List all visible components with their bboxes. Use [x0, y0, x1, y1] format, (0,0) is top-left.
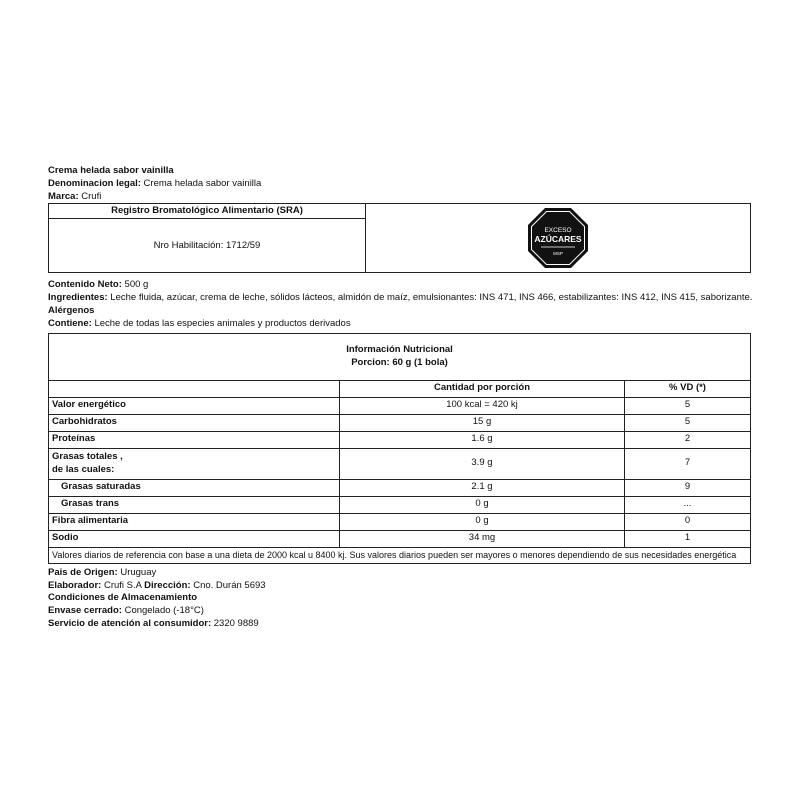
nutrient-name: Grasas trans [49, 496, 340, 513]
product-name: Crema helada sabor vainilla [48, 165, 174, 176]
legal-name-label: Denominacion legal: [48, 177, 141, 189]
maker-label: Elaborador: [48, 579, 102, 591]
storage-line [48, 605, 752, 618]
table-row [49, 448, 751, 479]
label-sheet [48, 165, 752, 631]
nutrient-amount: 0 g [340, 513, 625, 530]
nutrition-col-vd: % VD (*) [625, 380, 751, 397]
nutrient-name: Grasas saturadas [49, 479, 340, 496]
nutrition-title-cell [49, 333, 751, 380]
net-content-line [48, 279, 752, 292]
allergens-heading: Alérgenos [48, 305, 95, 317]
net-content-value: 500 g [124, 279, 149, 291]
brand-label: Marca: [48, 190, 79, 202]
nutrition-col-amount: Cantidad por porción [340, 380, 625, 397]
nutrient-vd: ... [625, 496, 751, 513]
nutrient-vd: 0 [625, 513, 751, 530]
ingredients-value: Leche fluida, azúcar, crema de leche, sólidos lácteos, almidón de maíz, emulsionantes: INS 471, INS 466, estabilizantes: INS 412, INS 415, saborizante. [110, 292, 753, 304]
net-content-label: Contenido Neto: [48, 279, 122, 291]
nutrition-footnote: Valores diarios de referencia con base a una dieta de 2000 kcal u 8400 kj. Sus valores diarios pueden ser mayores o menores dependiendo de sus necesidades energética [49, 547, 751, 563]
nutrition-title: Información Nutricional [346, 344, 453, 356]
nutrient-name [49, 448, 340, 479]
allergens-label: Contiene: [48, 317, 92, 329]
storage-value: Congelado (-18°C) [124, 605, 204, 617]
maker-line [48, 580, 752, 593]
seal-line3: MSP [553, 251, 563, 257]
address-label: Dirección: [144, 579, 191, 591]
nutrient-vd: 9 [625, 479, 751, 496]
nutrient-name: Sodio [49, 530, 340, 547]
nutrient-amount: 1.6 g [340, 431, 625, 448]
nutrient-name: Fibra alimentaria [49, 513, 340, 530]
nutrient-vd: 5 [625, 397, 751, 414]
service-value: 2320 9889 [213, 617, 259, 629]
address-value: Cno. Durán 5693 [193, 579, 266, 591]
allergens-line [48, 318, 752, 331]
octagon-warning-seal-icon [527, 207, 589, 269]
ingredients-line [48, 292, 752, 305]
seal-line1: EXCESO [544, 227, 572, 235]
legal-name-value: Crema helada sabor vainilla [143, 177, 262, 189]
table-row [49, 513, 751, 530]
table-row [49, 530, 751, 547]
table-row [49, 431, 751, 448]
storage-label: Envase cerrado: [48, 605, 122, 617]
origin-line [48, 567, 752, 580]
nutrient-amount: 2.1 g [340, 479, 625, 496]
nutrient-name: Carbohidratos [49, 414, 340, 431]
allergens-value: Leche de todas las especies animales y productos derivados [94, 317, 351, 329]
brand-line [48, 191, 752, 204]
seal-cell [366, 204, 751, 273]
nutrition-table [48, 333, 751, 564]
registry-table [48, 203, 751, 273]
nutrient-vd: 1 [625, 530, 751, 547]
nutrient-name-line2: de las cuales: [52, 463, 115, 475]
registry-number: Nro Habilitación: 1712/59 [49, 219, 366, 273]
service-label: Servicio de atención al consumidor: [48, 617, 212, 629]
table-row [49, 397, 751, 414]
maker-value: Crufi S.A [103, 579, 142, 591]
ingredients-label: Ingredientes: [48, 292, 108, 304]
nutrition-header-empty [49, 380, 340, 397]
nutrient-name: Proteínas [49, 431, 340, 448]
nutrient-amount: 3.9 g [340, 448, 625, 479]
nutrient-amount: 34 mg [340, 530, 625, 547]
nutrient-name: Valor energético [49, 397, 340, 414]
origin-label: Pais de Origen: [48, 566, 118, 578]
table-row [49, 414, 751, 431]
nutrition-portion: Porcion: 60 g (1 bola) [351, 356, 448, 368]
service-line [48, 618, 752, 631]
table-row [49, 479, 751, 496]
origin-value: Uruguay [120, 566, 157, 578]
nutrient-vd: 5 [625, 414, 751, 431]
nutrient-name-line1: Grasas totales , [52, 450, 123, 462]
nutrient-amount: 100 kcal = 420 kj [340, 397, 625, 414]
brand-value: Crufi [81, 190, 102, 202]
nutrient-vd: 7 [625, 448, 751, 479]
storage-heading: Condiciones de Almacenamiento [48, 592, 198, 604]
nutrient-amount: 15 g [340, 414, 625, 431]
seal-line2: AZÚCARES [534, 234, 582, 245]
table-row [49, 496, 751, 513]
nutrient-vd: 2 [625, 431, 751, 448]
registry-header: Registro Bromatológico Alimentario (SRA) [49, 204, 366, 219]
legal-name-line [48, 178, 752, 191]
nutrient-amount: 0 g [340, 496, 625, 513]
